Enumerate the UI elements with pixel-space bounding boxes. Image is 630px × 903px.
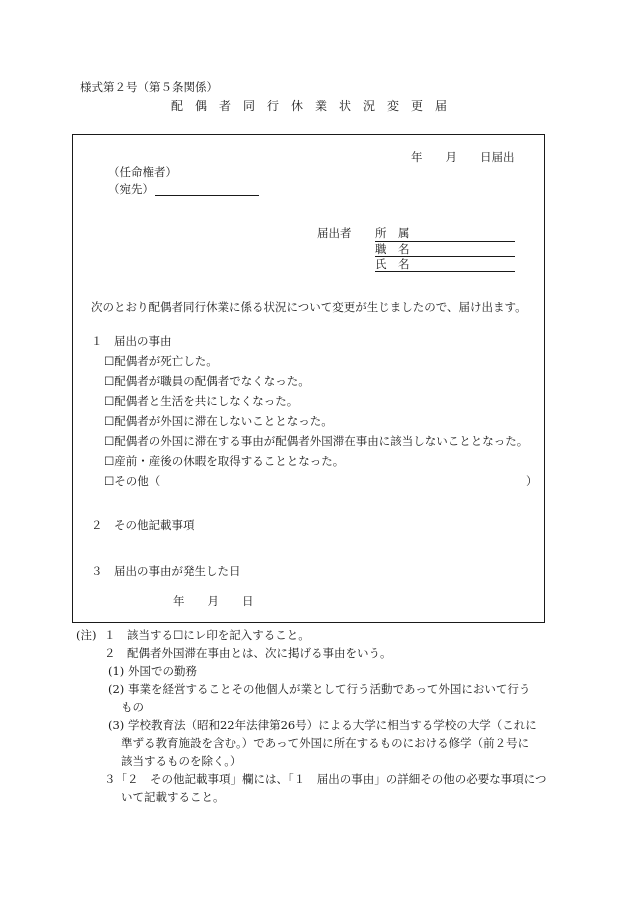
submission-date[interactable]: 年 月 日届出 [411, 150, 515, 164]
page-title: 配 偶 者 同 行 休 業 状 況 変 更 届 [171, 99, 448, 113]
section2-title: ２ その他記載事項 [91, 518, 195, 532]
note-line: (2) 事業を経営することその他個人が業として行う活動であって外国において行う [108, 682, 531, 696]
reason-option-other[interactable]: ☐その他（ [104, 474, 161, 488]
reason-option[interactable]: ☐配偶者が職員の配偶者でなくなった。 [104, 374, 310, 388]
reason-option[interactable]: ☐配偶者と生活を共にしなくなった。 [104, 394, 299, 408]
note-line: もの [121, 700, 144, 714]
note-line: １ 該当する☐にレ印を記入すること。 [104, 628, 310, 642]
reason-option[interactable]: ☐配偶者が外国に滞在しないこととなった。 [104, 414, 333, 428]
name-label: 氏 名 [375, 257, 410, 271]
note-line: (3) 学校教育法（昭和22年法律第26号）による大学に相当する学校の大学（これに [108, 718, 537, 732]
note-line: ３「２ その他記載事項」欄には、「１ 届出の事由」の詳細その他の必要な事項につ [104, 772, 547, 786]
note-line: (1) 外国での勤務 [108, 664, 197, 678]
intro-text: 次のとおり配偶者同行休業に係る状況について変更が生じましたので、届け出ます。 [91, 300, 527, 314]
note-line: 準ずる教育施設を含む。）であって外国に所在するものにおける修学（前２号に [121, 736, 530, 750]
reason-option[interactable]: ☐配偶者が死亡した。 [104, 354, 218, 368]
note-line: ２ 配偶者外国滞在事由とは、次に掲げる事由をいう。 [104, 646, 392, 660]
other-close-paren: ） [526, 474, 538, 488]
note-line: いて記載すること。 [121, 790, 225, 804]
reason-option[interactable]: ☐産前・産後の休暇を取得することとなった。 [104, 454, 345, 468]
name-field[interactable] [375, 271, 515, 272]
reason-option[interactable]: ☐配偶者の外国に滞在する事由が配偶者外国滞在事由に該当しないこととなった。 [104, 434, 529, 448]
section1-title: １ 届出の事由 [91, 334, 172, 348]
position-label: 職 名 [375, 242, 410, 256]
affiliation-label: 所 属 [375, 226, 410, 240]
notes-prefix: (注) [76, 628, 97, 642]
appointer-label: （任命権者） [108, 165, 177, 179]
note-line: 該当するものを除く。） [121, 754, 242, 768]
occurrence-date[interactable]: 年 月 日 [173, 594, 254, 608]
section3-title: ３ 届出の事由が発生した日 [91, 564, 241, 578]
form-number: 様式第２号（第５条関係） [80, 80, 218, 94]
addressee-label: （宛先） [108, 182, 154, 196]
submitter-label: 届出者 [317, 226, 352, 240]
addressee-field[interactable] [155, 195, 259, 196]
